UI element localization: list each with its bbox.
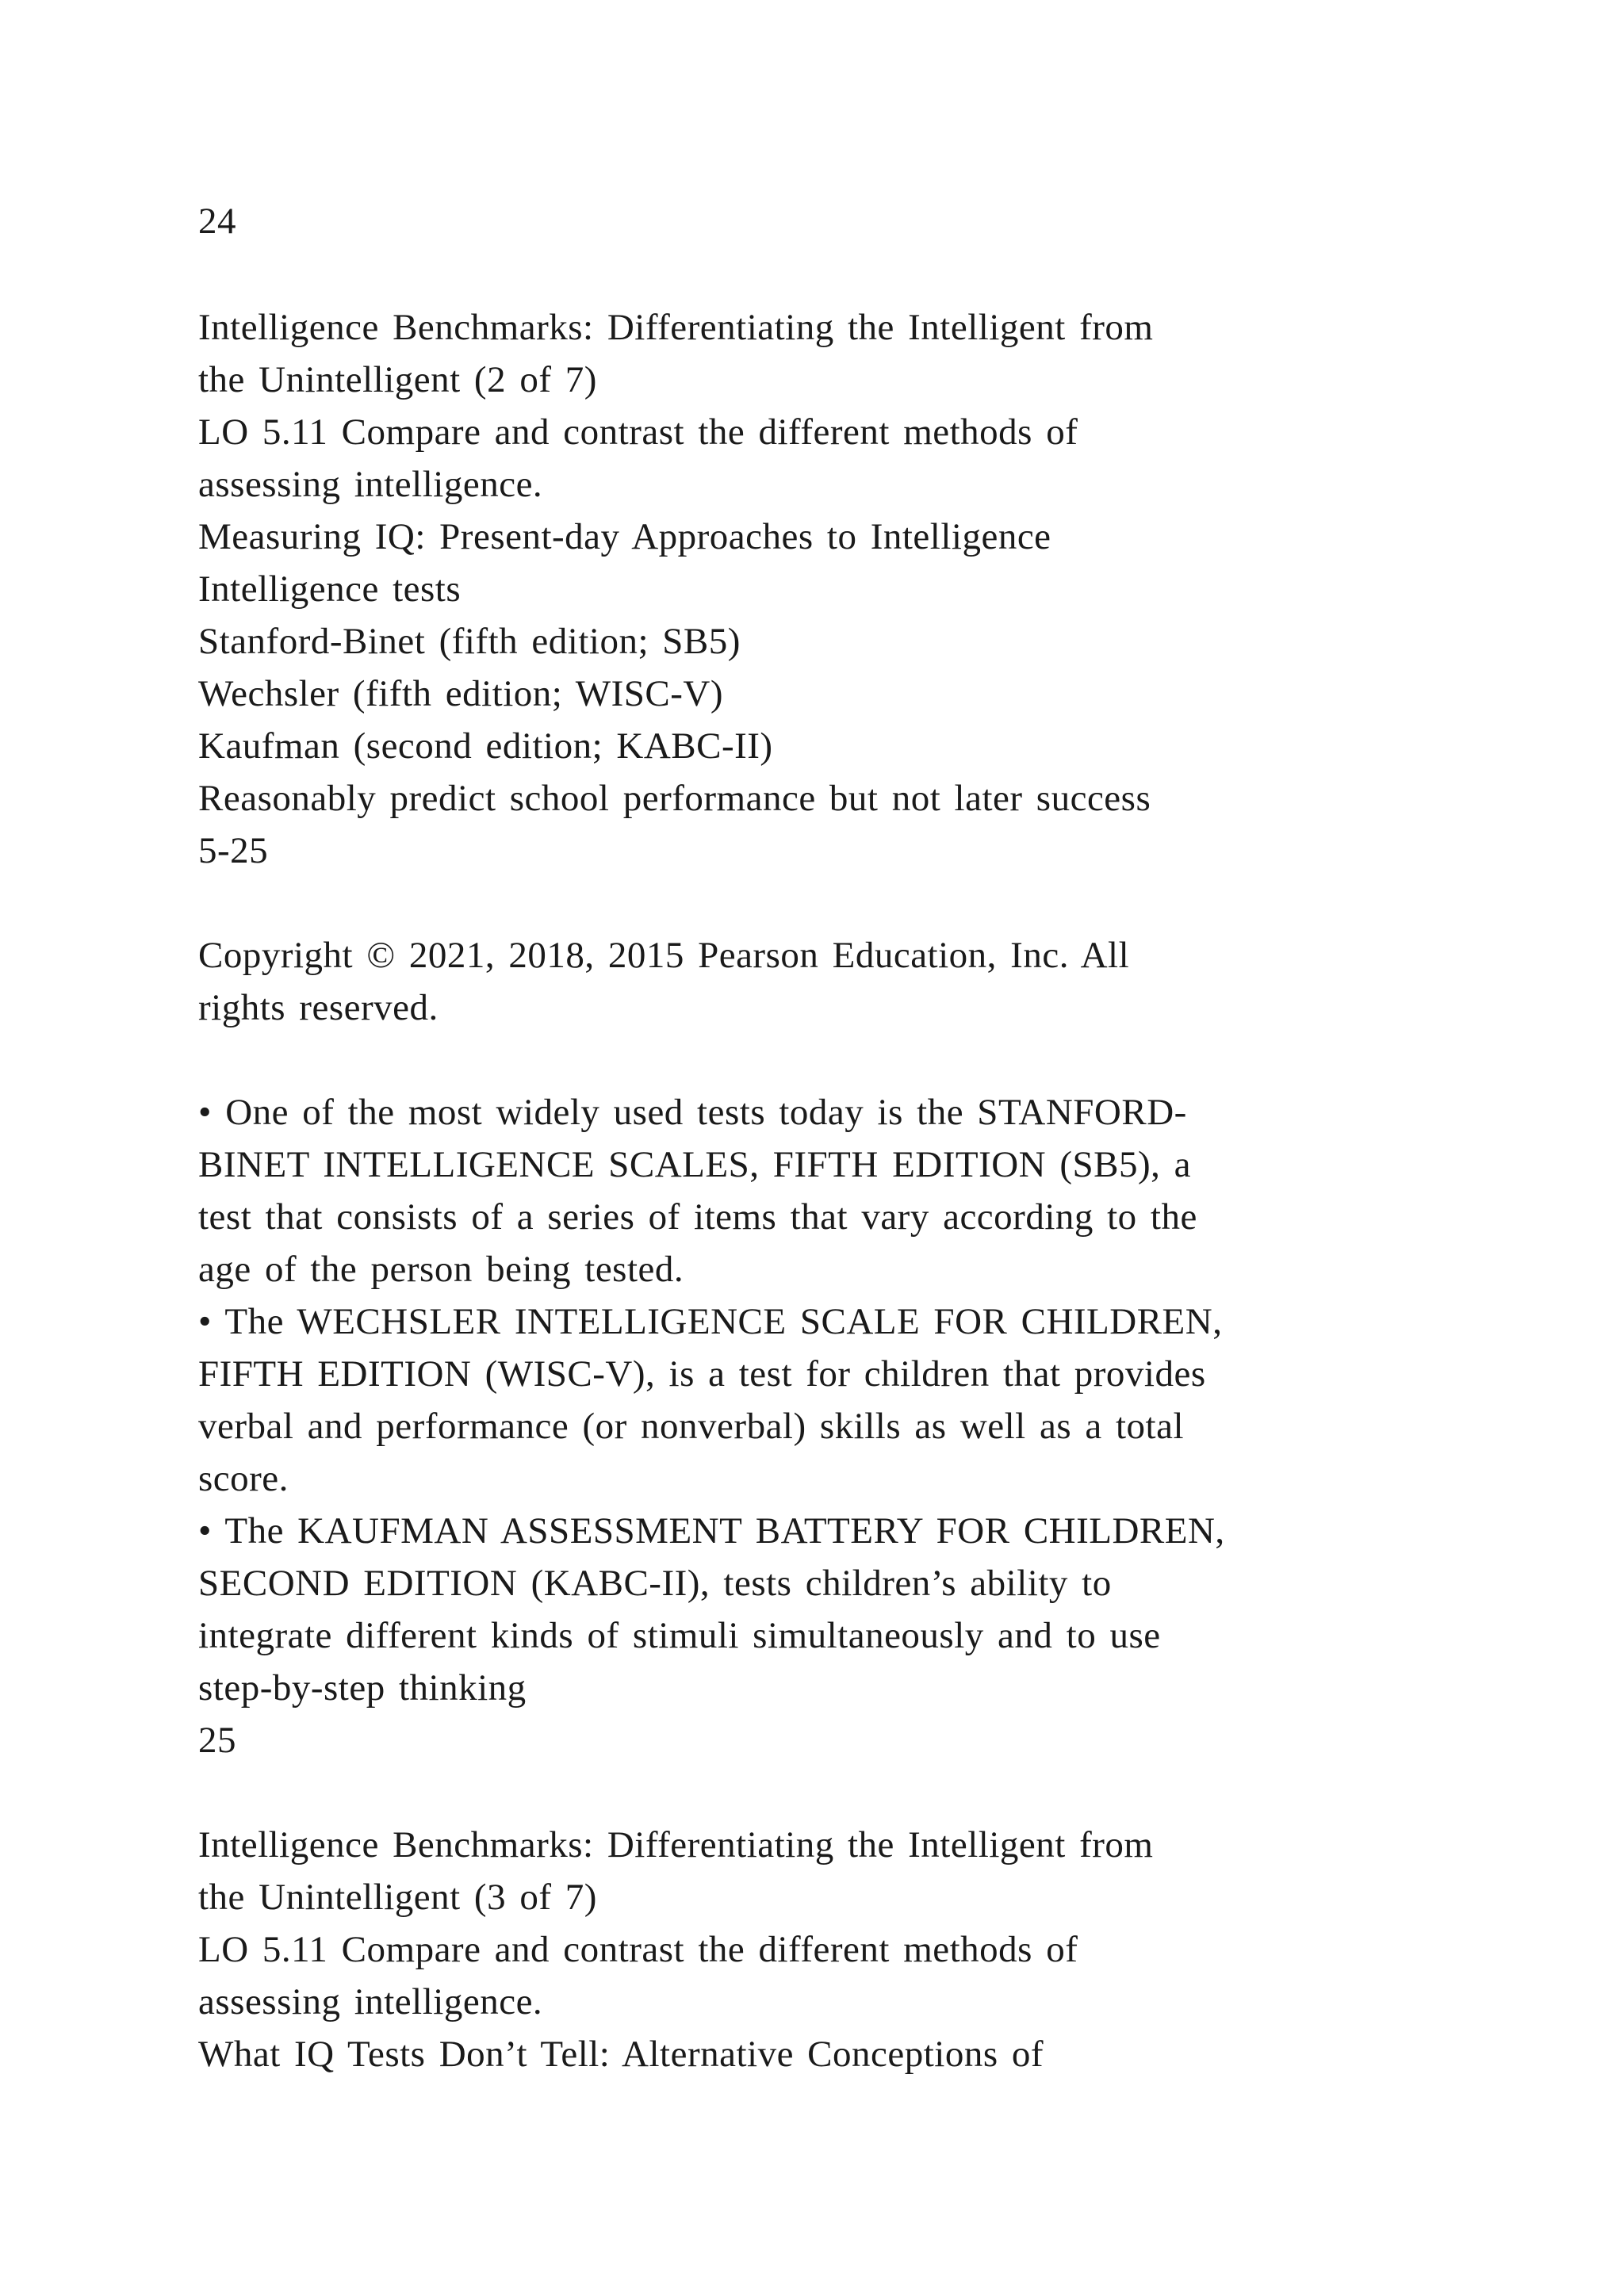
bullet-kaufman: Kaufman (second edition; KABC-II) xyxy=(198,725,773,767)
slide-title-line-1: Intelligence Benchmarks: Differentiating the Intelligent from xyxy=(198,307,1154,348)
note-wisc-line-3: verbal and performance (or nonverbal) skills as well as a total xyxy=(198,1406,1185,1447)
slide-number-5-25: 5-25 xyxy=(198,830,269,871)
note-sb5-line-3: test that consists of a series of items that vary according to the xyxy=(198,1196,1197,1238)
bullet-wechsler: Wechsler (fifth edition; WISC-V) xyxy=(198,673,723,714)
note-kabc-line-3: integrate different kinds of stimuli simultaneously and to use xyxy=(198,1615,1161,1656)
note-wisc-line-4: score. xyxy=(198,1458,289,1499)
bullet-intelligence-tests: Intelligence tests xyxy=(198,568,462,610)
note-sb5-line-2: BINET INTELLIGENCE SCALES, FIFTH EDITION (SB5), a xyxy=(198,1144,1192,1185)
note-kabc-line-2: SECOND EDITION (KABC-II), tests children’s ability to xyxy=(198,1563,1112,1604)
copyright-line-1: Copyright © 2021, 2018, 2015 Pearson Education, Inc. All xyxy=(198,935,1130,976)
page-number-24: 24 xyxy=(198,201,236,242)
slide-title-line-2: the Unintelligent (2 of 7) xyxy=(198,359,597,400)
section-heading-3: What IQ Tests Don’t Tell: Alternative Conceptions of xyxy=(198,2034,1044,2075)
learning-objective-line-1: LO 5.11 Compare and contrast the different methods of xyxy=(198,411,1078,453)
slide-title-3-line-2: the Unintelligent (3 of 7) xyxy=(198,1877,597,1918)
bullet-stanford-binet: Stanford-Binet (fifth edition; SB5) xyxy=(198,621,741,662)
note-kabc-line-1: • The KAUFMAN ASSESSMENT BATTERY FOR CHILDREN, xyxy=(198,1510,1225,1552)
copyright-line-2: rights reserved. xyxy=(198,987,439,1028)
section-heading: Measuring IQ: Present-day Approaches to Intelligence xyxy=(198,516,1051,557)
note-sb5-line-4: age of the person being tested. xyxy=(198,1249,684,1290)
note-kabc-line-4: step-by-step thinking xyxy=(198,1667,527,1709)
learning-objective-3-line-1: LO 5.11 Compare and contrast the different methods of xyxy=(198,1929,1078,1970)
learning-objective-line-2: assessing intelligence. xyxy=(198,464,543,505)
learning-objective-3-line-2: assessing intelligence. xyxy=(198,1981,543,2022)
note-wisc-line-2: FIFTH EDITION (WISC-V), is a test for children that provides xyxy=(198,1353,1206,1395)
note-wisc-line-1: • The WECHSLER INTELLIGENCE SCALE FOR CHILDREN, xyxy=(198,1301,1223,1342)
page-number-25: 25 xyxy=(198,1720,236,1761)
slide-title-3-line-1: Intelligence Benchmarks: Differentiating the Intelligent from xyxy=(198,1824,1154,1866)
bullet-prediction: Reasonably predict school performance but not later success xyxy=(198,778,1151,819)
note-sb5-line-1: • One of the most widely used tests today is the STANFORD- xyxy=(198,1092,1187,1133)
